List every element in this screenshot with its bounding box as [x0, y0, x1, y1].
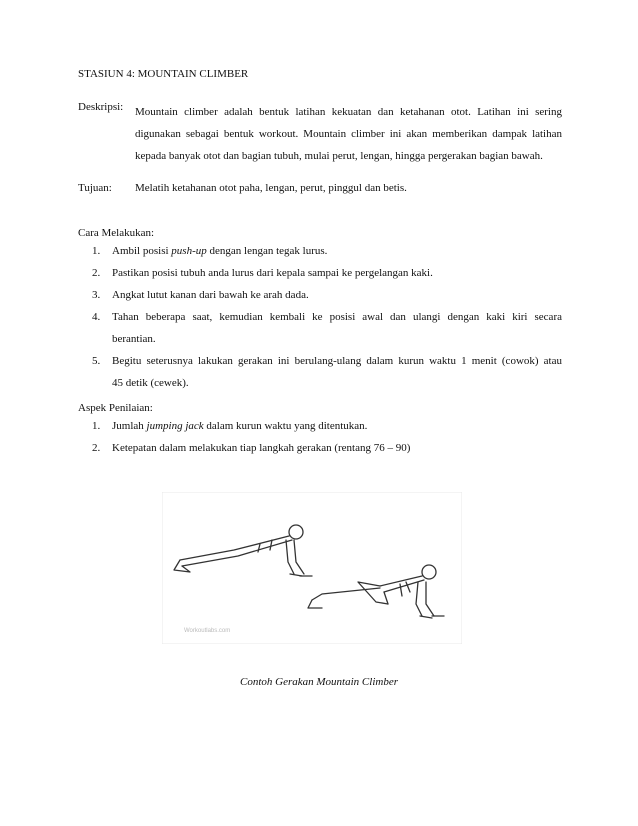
deskripsi-line: kepada banyak otot dan bagian tubuh, mulai perut, lengan, hingga pergerakan bagian bawah. — [135, 150, 543, 162]
item-text: Jumlah jumping jack dalam kurun waktu yang ditentukan. — [112, 420, 368, 432]
deskripsi-line: digunakan sebagai bentuk workout. Mountain climber ini akan memberikan dampak latihan — [135, 128, 562, 140]
item-text: Begitu seterusnya lakukan gerakan ini berulang-ulang dalam kurun waktu 1 menit (cowok) atau 45 detik (cewek). — [112, 355, 562, 389]
exercise-illustration — [162, 492, 462, 644]
tujuan-text: Melatih ketahanan otot paha, lengan, perut, pinggul dan betis. — [135, 182, 407, 194]
item-text: Angkat lutut kanan dari bawah ke arah dada. — [112, 289, 309, 301]
item-number: 1. — [92, 245, 101, 257]
item-text: Ketepatan dalam melakukan tiap langkah gerakan (rentang 76 – 90) — [112, 442, 411, 454]
page-title: STASIUN 4: MOUNTAIN CLIMBER — [78, 68, 249, 80]
item-number: 1. — [92, 420, 101, 432]
cara-heading: Cara Melakukan: — [78, 227, 155, 239]
deskripsi-text — [135, 101, 562, 167]
item-text: Ambil posisi push-up dengan lengan tegak lurus. — [112, 245, 328, 257]
item-number: 2. — [92, 267, 101, 279]
deskripsi-line: Mountain climber adalah bentuk latihan kekuatan dan ketahanan otot. Latihan ini sering — [135, 106, 562, 118]
item-number: 5. — [92, 355, 101, 367]
figure-caption: Contoh Gerakan Mountain Climber — [240, 676, 398, 688]
item-text: Pastikan posisi tubuh anda lurus dari kepala sampai ke pergelangan kaki. — [112, 267, 433, 279]
aspek-heading: Aspek Penilaian: — [78, 402, 153, 414]
item-number: 2. — [92, 442, 101, 454]
item-number: 3. — [92, 289, 101, 301]
item-text: Tahan beberapa saat, kemudian kembali ke posisi awal dan ulangi dengan kaki kiri secara berantian. — [112, 311, 562, 345]
item-number: 4. — [92, 311, 101, 323]
tujuan-label: Tujuan: — [78, 182, 112, 194]
deskripsi-label: Deskripsi: — [78, 101, 124, 113]
watermark-text: Workoutlabs.com — [184, 628, 231, 634]
